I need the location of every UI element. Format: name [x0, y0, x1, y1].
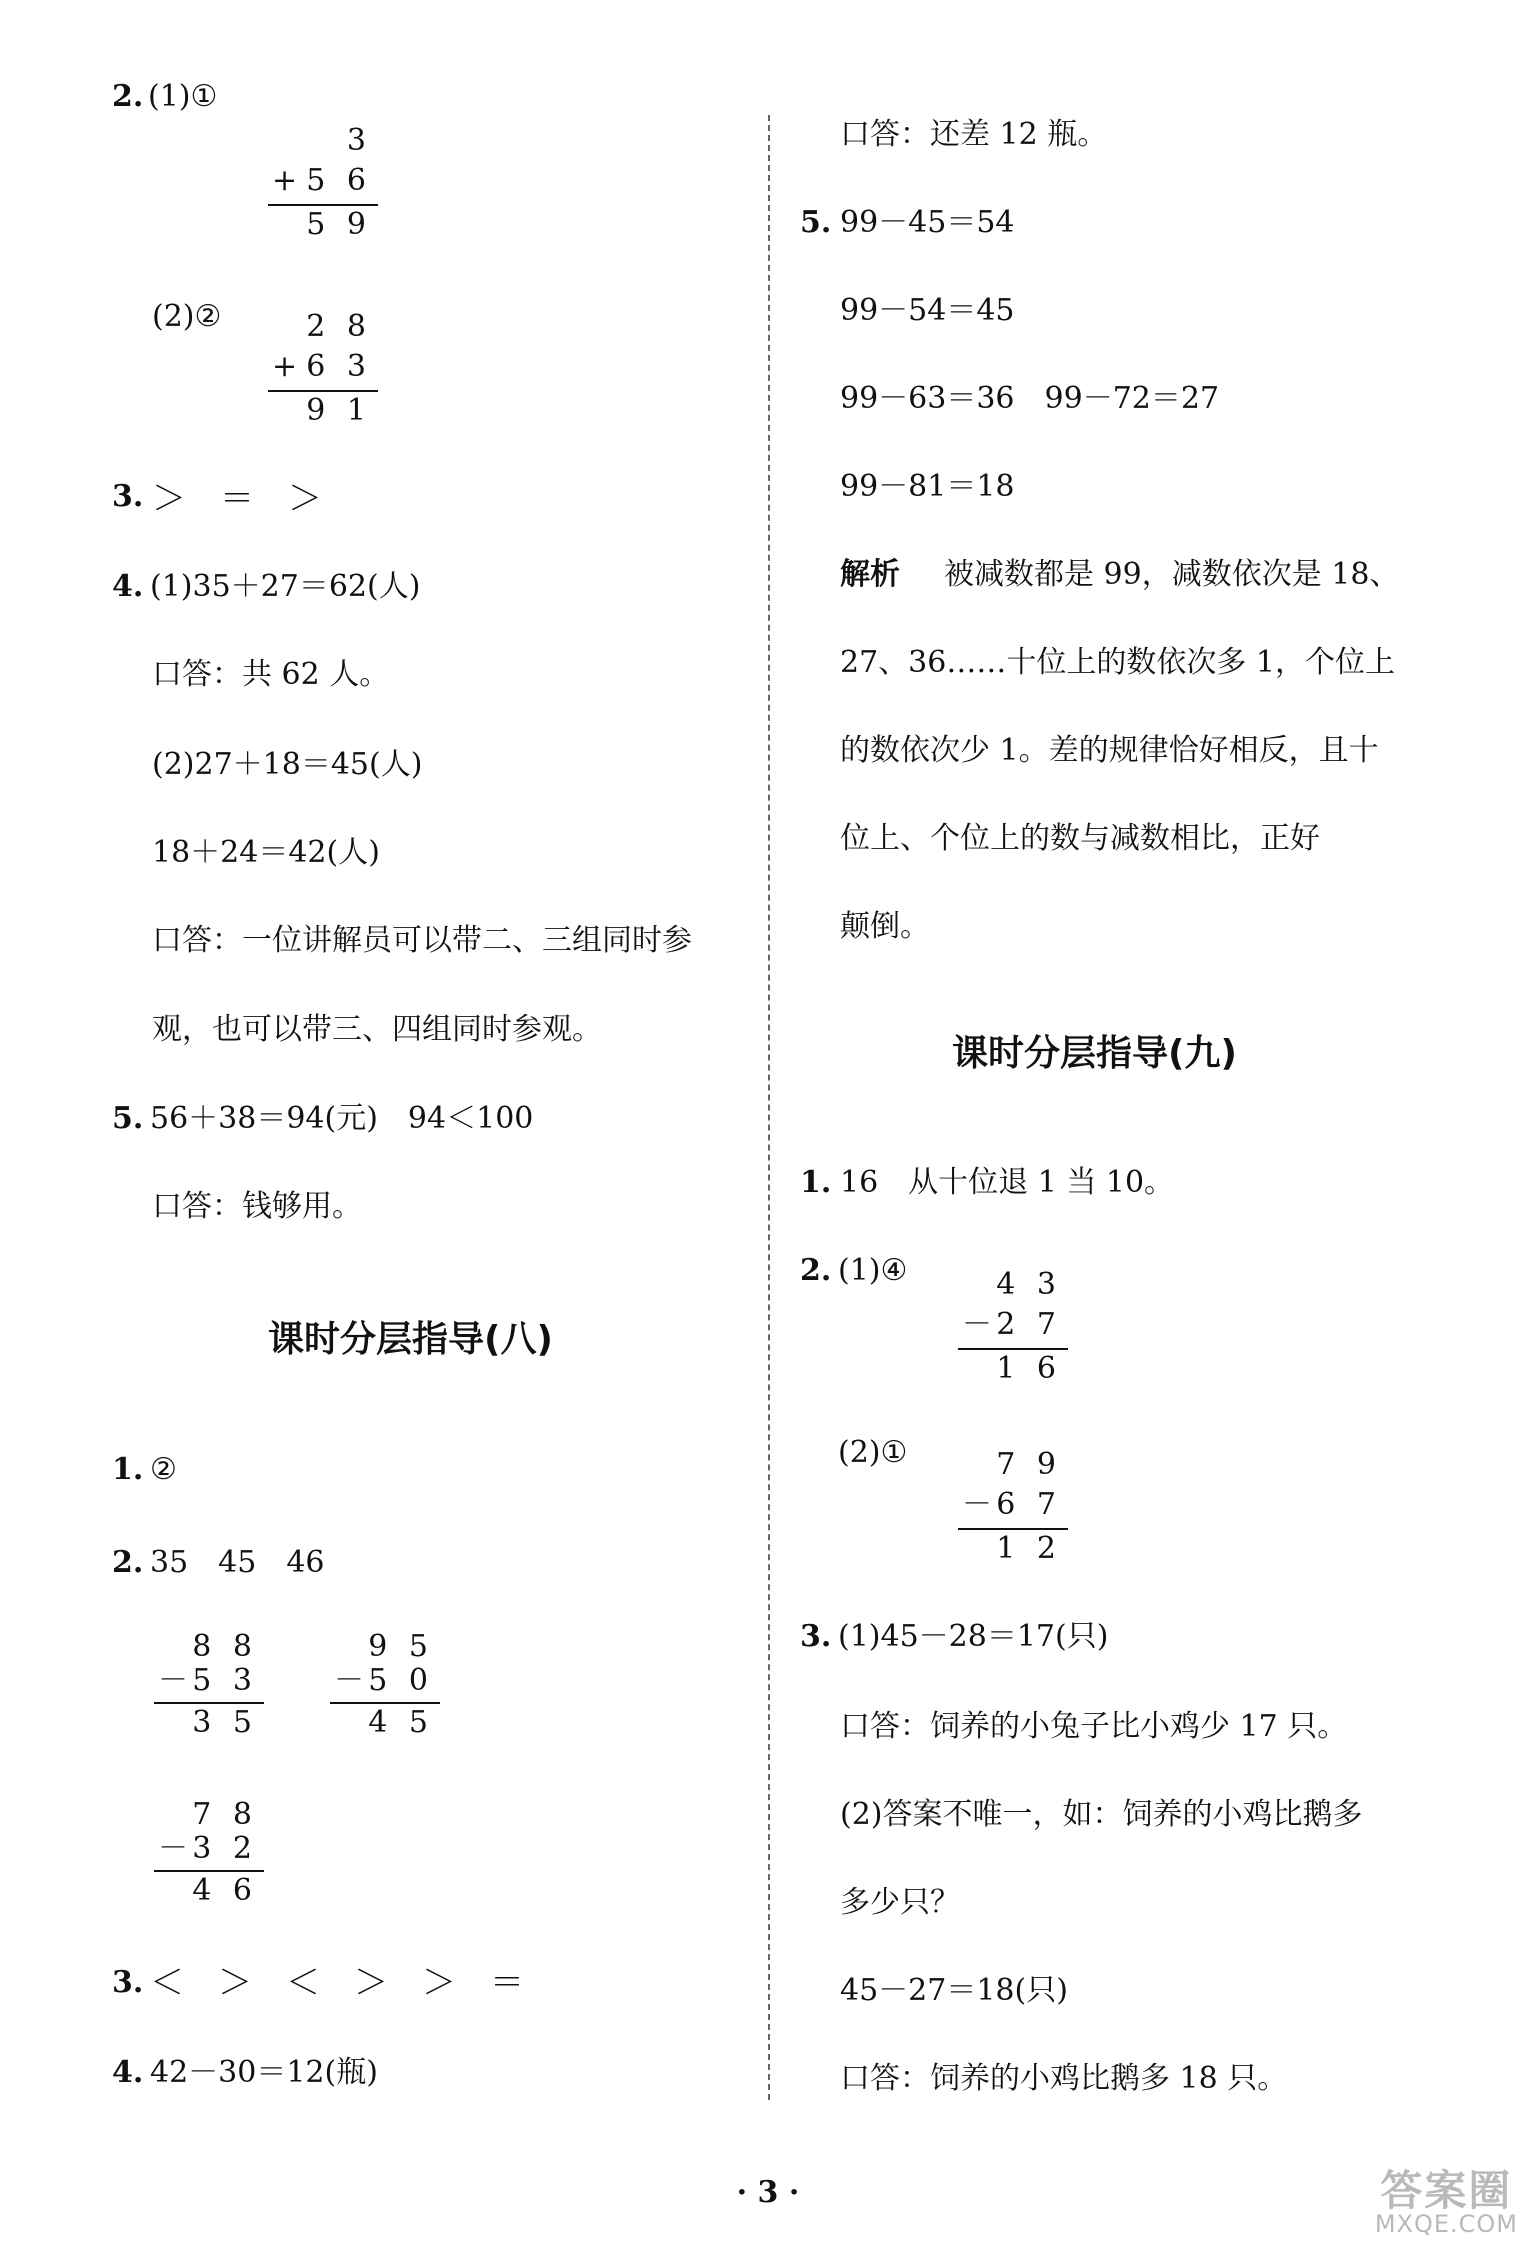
calc-result: 1 6 — [996, 1351, 1062, 1386]
page-number: · 3 · — [736, 2175, 800, 2210]
answer-line: (2)答案不唯一，如：饲养的小鸡比鹅多 — [840, 1797, 1363, 1832]
calc-result: 9 1 — [306, 393, 372, 428]
calc-top: 4 3 — [996, 1267, 1062, 1302]
question-number: 5. — [800, 205, 832, 240]
answer-line: 18＋24＝42(人) — [152, 835, 380, 870]
calc-top: 7 8 — [192, 1797, 258, 1832]
answer-line: (1)35＋27＝62(人) — [150, 569, 421, 604]
calc-top: 2 8 — [306, 309, 372, 344]
column-divider — [768, 115, 770, 2100]
calc-line — [268, 390, 378, 392]
calc-operator: － — [962, 1307, 998, 1342]
watermark-logo — [1374, 2166, 1518, 2238]
calc-second: 3 2 — [192, 1831, 258, 1866]
answer-line: 口答：共 62 人。 — [152, 657, 390, 692]
sub-question-label: (1)① — [148, 79, 218, 114]
analysis-line: 位上、个位上的数与减数相比，正好 — [840, 821, 1320, 856]
answer-line: 42－30＝12(瓶) — [150, 2055, 378, 2090]
calc-top: 8 8 — [192, 1629, 258, 1664]
calc-line — [154, 1702, 264, 1704]
comparison-answers: ＞ ＝ ＞ — [152, 479, 322, 519]
calc-operator: + — [272, 163, 304, 198]
question-number: 3. — [112, 1965, 144, 2000]
calc-operator: + — [272, 349, 304, 384]
answer-line: 口答：一位讲解员可以带二、三组同时参 — [152, 923, 692, 958]
analysis-label: 解析 — [840, 557, 900, 592]
calc-operator: － — [334, 1663, 370, 1698]
answer-line: 口答：饲养的小鸡比鹅多 18 只。 — [840, 2061, 1288, 2096]
answer-line: 16 从十位退 1 当 10。 — [840, 1165, 1175, 1200]
analysis-line: 27、36……十位上的数依次多 1，个位上 — [840, 645, 1395, 680]
answer-line: 口答：钱够用。 — [152, 1189, 362, 1224]
calc-second: 5 3 — [192, 1663, 258, 1698]
answer-line: 多少只？ — [840, 1885, 960, 1920]
analysis-line: 的数依次少 1。差的规律恰好相反，且十 — [840, 733, 1379, 768]
calc-line — [154, 1870, 264, 1872]
calc-top: 3 — [346, 123, 372, 158]
answer-line: 99－63＝36 99－72＝27 — [840, 381, 1220, 416]
calc-top: 9 5 — [368, 1629, 434, 1664]
answer-line: 99－81＝18 — [840, 469, 1015, 504]
calc-result: 1 2 — [996, 1531, 1062, 1566]
calc-result: 3 5 — [192, 1705, 258, 1740]
section-heading: 课时分层指导(八) — [268, 1319, 553, 1360]
calc-result: 4 6 — [192, 1873, 258, 1908]
answer-line: 35 45 46 — [150, 1545, 325, 1580]
question-number: 1. — [112, 1452, 144, 1487]
question-number: 2. — [112, 79, 144, 114]
calc-result: 5 9 — [306, 207, 372, 242]
calc-second: 6 3 — [306, 349, 372, 384]
question-number: 4. — [112, 2055, 144, 2090]
calc-second: 5 6 — [306, 163, 372, 198]
sub-question-label: (1)④ — [838, 1253, 908, 1288]
analysis-line: 颠倒。 — [840, 909, 930, 944]
answer-line: (2)27＋18＝45(人) — [152, 747, 423, 782]
comparison-answers: ＜ ＞ ＜ ＞ ＞ ＝ — [150, 1963, 524, 2003]
answer-line: 45－27＝18(只) — [840, 1973, 1068, 2008]
watermark-text: 答案圈 — [1380, 2166, 1513, 2215]
answer-line: (1)45－28＝17(只) — [838, 1619, 1109, 1654]
calc-line — [958, 1528, 1068, 1530]
calc-operator: － — [158, 1663, 194, 1698]
question-number: 4. — [112, 569, 144, 604]
sub-question-label: (2)② — [152, 299, 222, 334]
answer-line: ② — [150, 1452, 177, 1487]
answer-line: 口答：还差 12 瓶。 — [840, 117, 1108, 152]
calc-line — [268, 204, 378, 206]
calc-second: 6 7 — [996, 1487, 1062, 1522]
question-number: 2. — [112, 1545, 144, 1580]
answer-line: 99－45＝54 — [840, 205, 1015, 240]
calc-operator: － — [158, 1831, 194, 1866]
question-number: 2. — [800, 1253, 832, 1288]
answer-line: 口答：饲养的小兔子比小鸡少 17 只。 — [840, 1709, 1348, 1744]
calc-top: 7 9 — [996, 1447, 1062, 1482]
calc-second: 5 0 — [368, 1663, 434, 1698]
question-number: 3. — [112, 479, 144, 514]
answer-line: 观，也可以带三、四组同时参观。 — [152, 1012, 602, 1047]
calc-line — [958, 1348, 1068, 1350]
calc-second: 2 7 — [996, 1307, 1062, 1342]
sub-question-label: (2)① — [838, 1435, 908, 1470]
analysis-line: 被减数都是 99，减数依次是 18、 — [944, 557, 1400, 592]
question-number: 1. — [800, 1165, 832, 1200]
answer-line: 56＋38＝94(元) 94＜100 — [150, 1101, 534, 1136]
calc-operator: － — [962, 1487, 998, 1522]
watermark-url: MXQE.COM — [1374, 2210, 1518, 2238]
section-heading: 课时分层指导(九) — [952, 1033, 1237, 1074]
question-number: 5. — [112, 1101, 144, 1136]
calc-line — [330, 1702, 440, 1704]
calc-result: 4 5 — [368, 1705, 434, 1740]
question-number: 3. — [800, 1619, 832, 1654]
answer-line: 99－54＝45 — [840, 293, 1015, 328]
